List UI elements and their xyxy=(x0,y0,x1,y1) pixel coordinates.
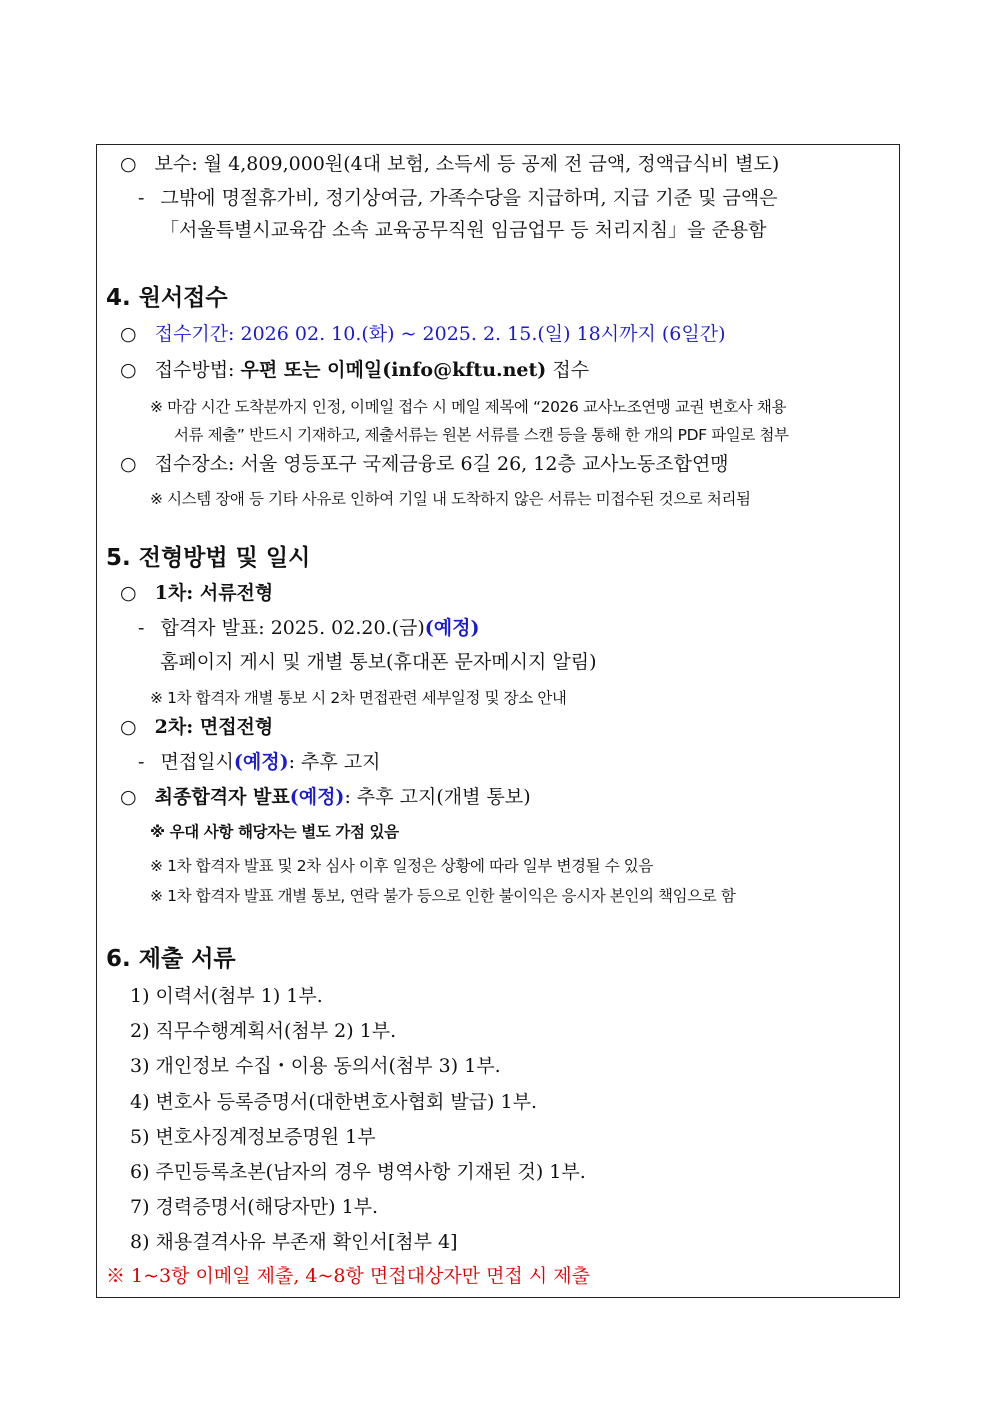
method-value: 우편 또는 이메일(info@kftu.net) xyxy=(240,359,547,381)
round2-date-value: : 추후 고지 xyxy=(288,751,381,773)
doc-item-6: 6) 주민등록초본(남자의 경우 병역사항 기재된 것) 1부. xyxy=(130,1161,586,1183)
final-label: 최종합격자 발표 xyxy=(154,786,290,808)
method-label: 접수방법: xyxy=(154,359,241,381)
round2-date-line xyxy=(138,751,381,774)
method-note-line-1: ※ 마감 시간 도착분까지 인정, 이메일 접수 시 메일 제목에 “2026 교사노조연맹 교권 변호사 채용 xyxy=(150,398,787,416)
doc-item-8: 8) 채용결격사유 부존재 확인서[첨부 4] xyxy=(130,1231,458,1253)
doc-item-1: 1) 이력서(첨부 1) 1부. xyxy=(130,985,323,1007)
bullet: ○ xyxy=(120,786,137,808)
note-c: ※ 1차 합격자 발표 개별 통보, 연락 불가 등으로 인한 불이익은 응시자 본인의 책임으로 함 xyxy=(150,887,736,905)
bullet: ○ xyxy=(120,359,137,381)
round1-notice: 홈페이지 게시 및 개별 통보(휴대폰 문자메시지 알림) xyxy=(160,651,597,673)
note-a: ※ 우대 사항 해당자는 별도 가점 있음 xyxy=(150,823,399,841)
doc-item-4: 4) 변호사 등록증명서(대한변호사협회 발급) 1부. xyxy=(130,1091,537,1113)
pay-text: 보수: 월 4,809,000원(4대 보험, 소득세 등 공제 전 금액, 정액급식비 별도) xyxy=(154,153,780,175)
footer-note: ※ 1~3항 이메일 제출, 4~8항 면접대상자만 면접 시 제출 xyxy=(106,1265,590,1287)
note-b: ※ 1차 합격자 발표 및 2차 심사 이후 일정은 상황에 따라 일부 변경될 수 있음 xyxy=(150,857,653,875)
round1-announce-tag: (예정) xyxy=(424,617,480,639)
doc-item-2: 2) 직무수행계획서(첨부 2) 1부. xyxy=(130,1020,397,1042)
pay-sub-line-2: 「서울특별시교육감 소속 교육공무직원 임금업무 등 처리지침」을 준용함 xyxy=(160,219,767,241)
dash: - xyxy=(138,187,145,209)
round1-announce-line xyxy=(138,617,479,640)
round1-title: 1차: 서류전형 xyxy=(154,582,274,604)
doc-item-7: 7) 경력증명서(해당자만) 1부. xyxy=(130,1196,379,1218)
pay-sub-line-1 xyxy=(138,187,890,210)
final-value: : 추후 고지(개별 통보) xyxy=(344,786,531,808)
method-line xyxy=(120,359,589,382)
section-5-title: 5. 전형방법 및 일시 xyxy=(106,545,311,571)
pay-sub-text-1: 그밖에 명절휴가비, 정기상여금, 가족수당을 지급하며, 지급 기준 및 금액은 xyxy=(160,187,778,209)
final-tag: (예정) xyxy=(289,786,345,808)
place-text: 접수장소: 서울 영등포구 국제금융로 6길 26, 12층 교사노동조합연맹 xyxy=(154,453,729,475)
bullet: ○ xyxy=(120,582,137,604)
doc-item-5: 5) 변호사징계정보증명원 1부 xyxy=(130,1126,376,1148)
place-note: ※ 시스템 장애 등 기타 사유로 인하여 기일 내 도착하지 않은 서류는 미접수된 것으로 처리됨 xyxy=(150,490,751,508)
period-text: 접수기간: 2026 02. 10.(화) ~ 2025. 2. 15.(일) 18시까지 (6일간) xyxy=(154,323,726,345)
period-line xyxy=(120,323,725,346)
doc-item-3: 3) 개인정보 수집・이용 동의서(첨부 3) 1부. xyxy=(130,1055,501,1077)
section-6-title: 6. 제출 서류 xyxy=(106,946,236,972)
round2-line xyxy=(120,716,273,739)
pay-line xyxy=(120,153,779,176)
round1-line xyxy=(120,582,273,605)
method-note-line-2: 서류 제출” 반드시 기재하고, 제출서류는 원본 서류를 스캔 등을 통해 한 개의 PDF 파일로 첨부 xyxy=(174,426,789,444)
round1-note: ※ 1차 합격자 개별 통보 시 2차 면접관련 세부일정 및 장소 안내 xyxy=(150,689,567,707)
bullet: ○ xyxy=(120,453,137,475)
dash: - xyxy=(138,617,145,639)
place-line xyxy=(120,453,729,476)
round2-date-label: 면접일시 xyxy=(160,751,234,773)
dash: - xyxy=(138,751,145,773)
round1-announce: 합격자 발표: 2025. 02.20.(금) xyxy=(160,617,425,639)
method-suffix: 접수 xyxy=(546,359,590,381)
round2-date-tag: (예정) xyxy=(233,751,289,773)
bullet: ○ xyxy=(120,323,137,345)
final-line xyxy=(120,786,531,809)
bullet: ○ xyxy=(120,716,137,738)
bullet: ○ xyxy=(120,153,137,175)
section-4-title: 4. 원서접수 xyxy=(106,285,228,311)
round2-title: 2차: 면접전형 xyxy=(154,716,274,738)
